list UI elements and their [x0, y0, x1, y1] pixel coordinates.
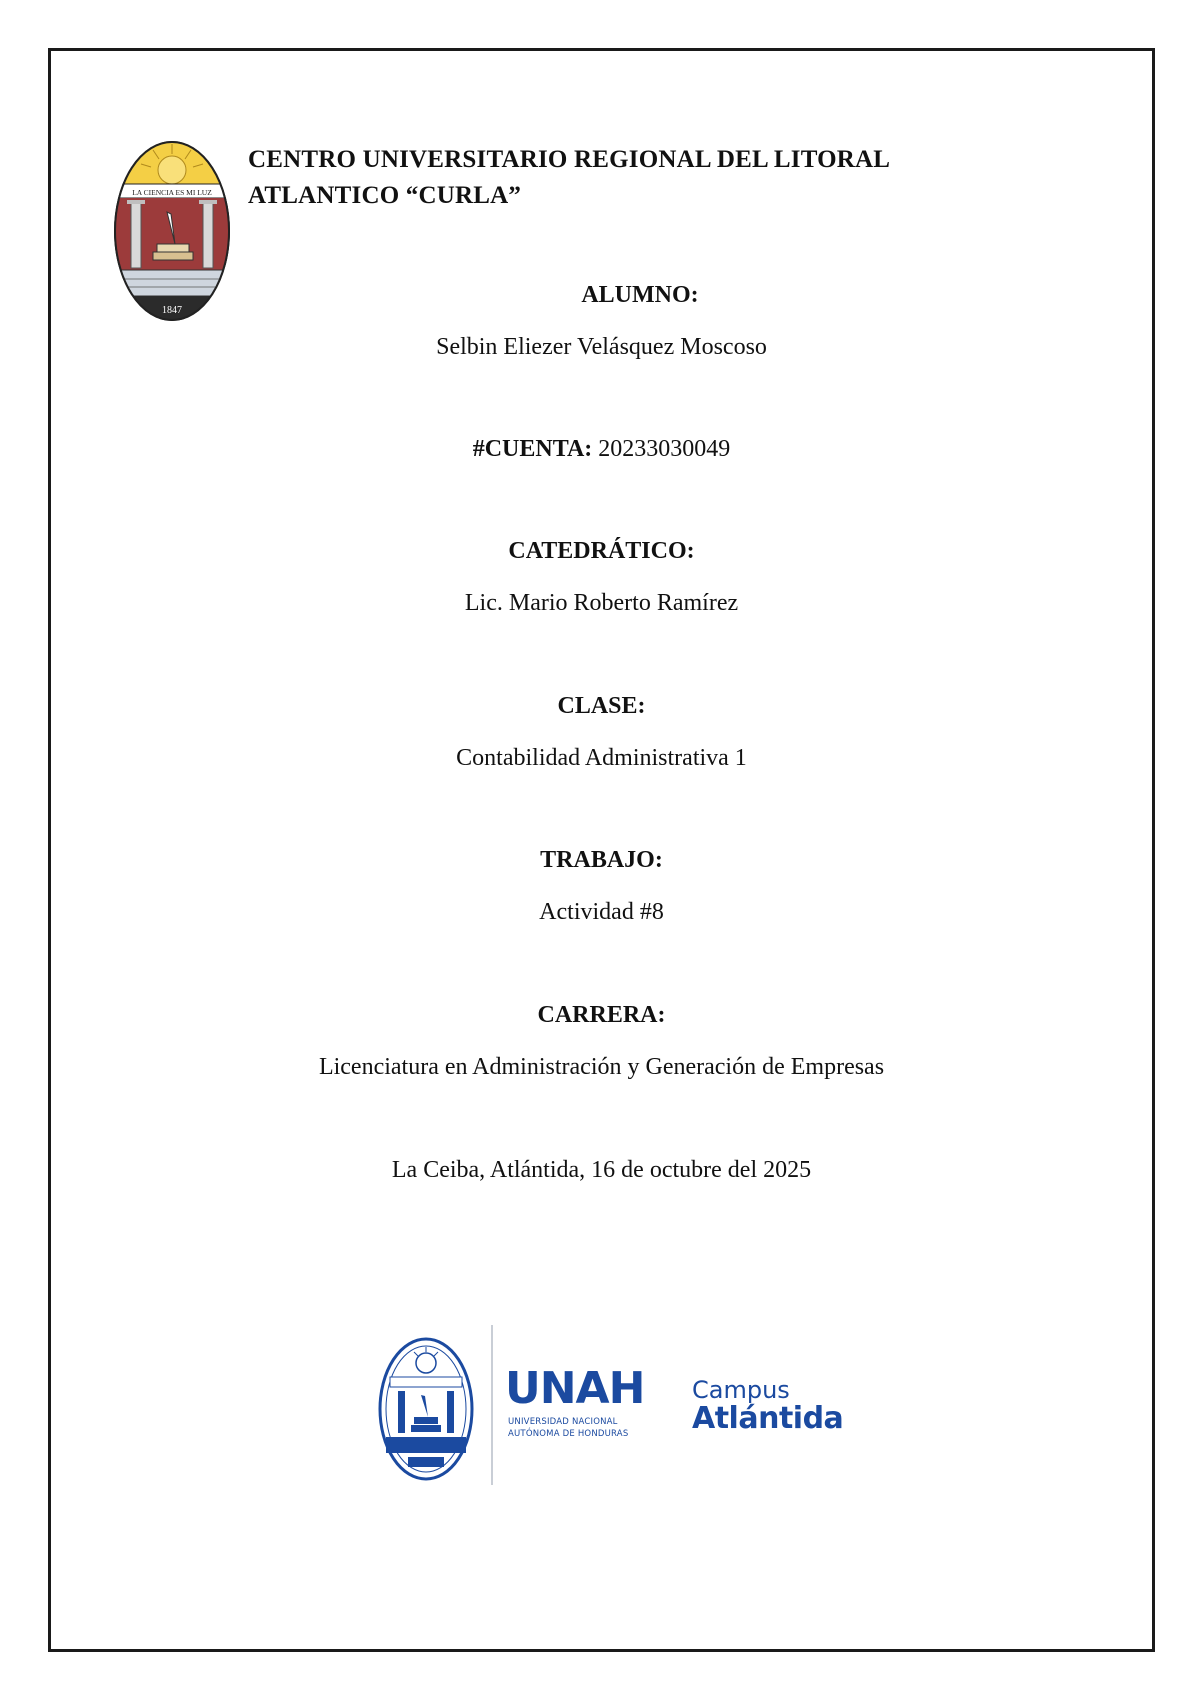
lugar-fecha: La Ceiba, Atlántida, 16 de octubre del 2025	[391, 1157, 812, 1183]
trabajo-label: TRABAJO:	[540, 847, 663, 873]
alumno-value: Selbin Eliezer Velásquez Moscoso	[436, 334, 767, 360]
unah-seal-icon	[378, 1337, 474, 1481]
unah-subtitle-line2: AUTÓNOMA DE HONDURAS	[508, 1429, 629, 1439]
seal-year: 1847	[162, 305, 182, 316]
unah-subtitle-line1: UNIVERSIDAD NACIONAL	[508, 1417, 618, 1427]
cuenta-line	[48, 436, 1155, 463]
catedratico-value: Lic. Mario Roberto Ramírez	[464, 590, 739, 616]
carrera-label: CARRERA:	[537, 1002, 666, 1028]
clase-label: CLASE:	[557, 693, 646, 719]
logo-divider	[491, 1325, 493, 1485]
footer-logos	[378, 1325, 848, 1485]
campus-text: Campus	[692, 1376, 790, 1404]
cuenta-label: #CUENTA:	[472, 436, 593, 462]
carrera-value: Licenciatura en Administración y Generación de Empresas	[318, 1054, 885, 1080]
trabajo-value: Actividad #8	[539, 899, 664, 925]
alumno-label: ALUMNO:	[581, 282, 699, 308]
cuenta-value: 20233030049	[598, 436, 731, 462]
unah-logo-text: UNAH	[505, 1363, 645, 1414]
institution-title	[248, 142, 1088, 214]
atlantida-text: Atlántida	[692, 1401, 844, 1436]
institution-title-line1: CENTRO UNIVERSITARIO REGIONAL DEL LITORAL	[248, 146, 891, 173]
institution-title-line2: ATLANTICO “CURLA”	[248, 182, 522, 209]
clase-value: Contabilidad Administrativa 1	[456, 745, 747, 771]
catedratico-label: CATEDRÁTICO:	[508, 538, 695, 564]
seal-motto: LA CIENCIA ES MI LUZ	[132, 188, 212, 197]
